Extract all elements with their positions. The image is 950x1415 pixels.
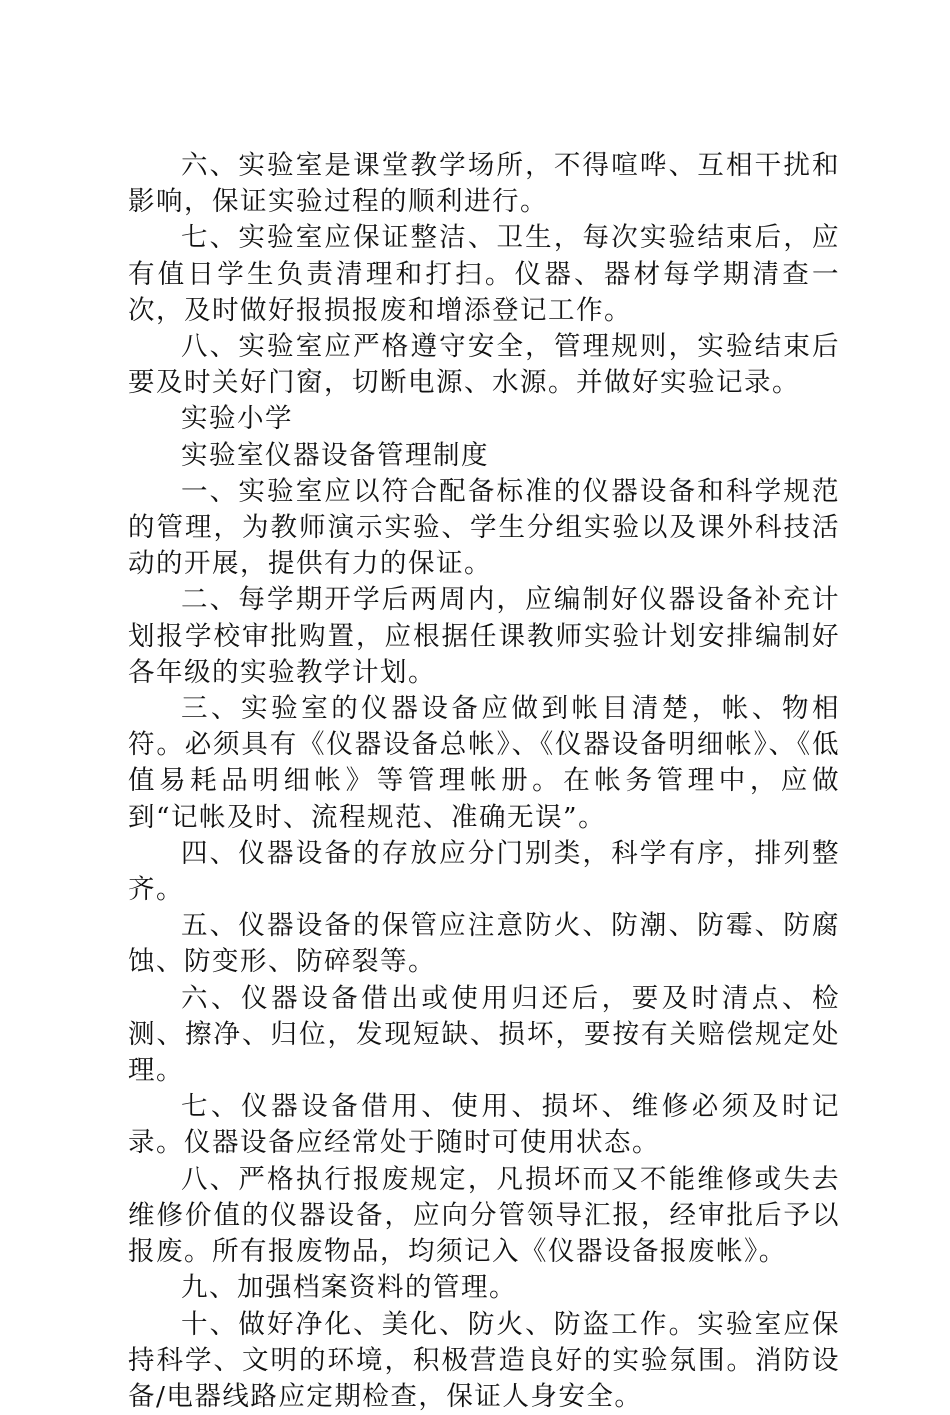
paragraph-equipment-rule-6: 六、仪器设备借出或使用归还后，要及时清点、检测、擦净、归位，发现短缺、损坏，要按有关赔偿规定处理。 <box>128 981 840 1090</box>
paragraph-equipment-rule-10: 十、做好净化、美化、防火、防盗工作。实验室应保持科学、文明的环境，积极营造良好的实验氛围。消防设备/电器线路应定期检查，保证人身安全。 <box>128 1307 840 1415</box>
paragraph-lab-rule-7: 七、实验室应保证整洁、卫生，每次实验结束后，应有值日学生负责清理和打扫。仪器、器材每学期清查一次，及时做好报损报废和增添登记工作。 <box>128 220 840 329</box>
paragraph-equipment-rule-5: 五、仪器设备的保管应注意防火、防潮、防霉、防腐蚀、防变形、防碎裂等。 <box>128 908 840 980</box>
paragraph-lab-rule-6: 六、实验室是课堂教学场所，不得喧哗、互相干扰和影响，保证实验过程的顺利进行。 <box>128 148 840 220</box>
document-body <box>128 148 840 1415</box>
paragraph-equipment-rule-7: 七、仪器设备借用、使用、损坏、维修必须及时记录。仪器设备应经常处于随时可使用状态。 <box>128 1089 840 1161</box>
school-name: 实验小学 <box>128 401 840 437</box>
section-title: 实验室仪器设备管理制度 <box>128 438 840 474</box>
paragraph-equipment-rule-1: 一、实验室应以符合配备标准的仪器设备和科学规范的管理，为教师演示实验、学生分组实验以及课外科技活动的开展，提供有力的保证。 <box>128 474 840 583</box>
paragraph-equipment-rule-2: 二、每学期开学后两周内，应编制好仪器设备补充计划报学校审批购置，应根据任课教师实验计划安排编制好各年级的实验教学计划。 <box>128 582 840 691</box>
paragraph-lab-rule-8: 八、实验室应严格遵守安全，管理规则，实验结束后要及时关好门窗，切断电源、水源。并做好实验记录。 <box>128 329 840 401</box>
paragraph-equipment-rule-9: 九、加强档案资料的管理。 <box>128 1270 840 1306</box>
paragraph-equipment-rule-3: 三、实验室的仪器设备应做到帐目清楚，帐、物相符。必须具有《仪器设备总帐》、《仪器设备明细帐》、《低值易耗品明细帐》等管理帐册。在帐务管理中，应做到“记帐及时、流程规范、准确无误”。 <box>128 691 840 836</box>
paragraph-equipment-rule-8: 八、严格执行报废规定，凡损坏而又不能维修或失去维修价值的仪器设备，应向分管领导汇报，经审批后予以报废。所有报废物品，均须记入《仪器设备报废帐》。 <box>128 1162 840 1271</box>
paragraph-equipment-rule-4: 四、仪器设备的存放应分门别类，科学有序，排列整齐。 <box>128 836 840 908</box>
